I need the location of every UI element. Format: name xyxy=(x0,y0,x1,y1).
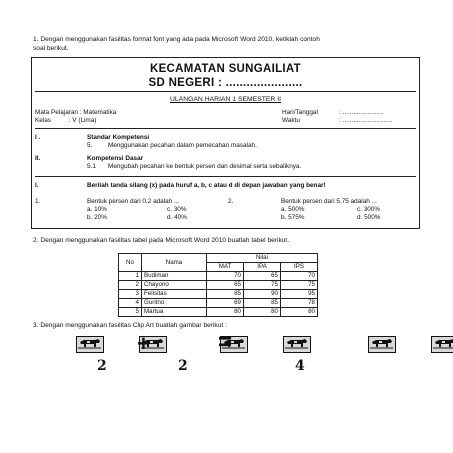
cell-no: 5 xyxy=(119,308,142,317)
cell-no: 3 xyxy=(119,290,142,299)
kd-item: Mengubah pecahan ke bentuk persen dan desimal serta sebaliknya. xyxy=(108,163,302,170)
equals-sign: = xyxy=(218,329,233,356)
soal-1-option-d: d. 40% xyxy=(167,214,187,221)
number-left: 2 xyxy=(97,358,107,374)
cell-nama: Martua xyxy=(142,308,207,317)
cell-no: 4 xyxy=(119,299,142,308)
cell-mat: 69 xyxy=(207,299,244,308)
soal-2-option-a: a. 500% xyxy=(281,206,305,213)
table-row xyxy=(119,281,318,290)
table-row xyxy=(119,308,318,317)
cell-mat: 70 xyxy=(207,272,244,281)
table-header-row xyxy=(119,254,318,263)
document-title-1: KECAMATAN SUNGAILIAT xyxy=(149,63,301,75)
question-3-text: 3. Dengan menggunakan fasilitas Clip Art buatlah gambar berikut : xyxy=(33,322,227,329)
document-title-2: SD NEGERI : ...................... xyxy=(148,77,303,89)
clipart-row xyxy=(76,329,376,356)
cell-nama: Chayono xyxy=(142,281,207,290)
header-no: No xyxy=(119,254,142,272)
cell-ipa: 90 xyxy=(244,290,281,299)
nilai-table xyxy=(118,253,318,317)
cow-icon xyxy=(283,336,311,353)
header-nilai: Nilai xyxy=(207,254,318,263)
table-row xyxy=(119,299,318,308)
cell-ips: 75 xyxy=(281,281,318,290)
soal-2-text: Bentuk persen dari 5,75 adalah ... xyxy=(281,198,377,205)
soal-2-number: 2. xyxy=(228,198,234,205)
cell-ips: 78 xyxy=(281,299,318,308)
question-1-text: 1. Dengan menggunakan fasilitas format font yang ada pada Microsoft Word 2010, ketiklah contoh xyxy=(33,36,320,43)
header-ipa: IPA xyxy=(244,263,281,272)
sk-number: I . xyxy=(35,134,41,141)
cell-nama: Budiman xyxy=(142,272,207,281)
header-divider xyxy=(35,128,416,129)
cell-mat: 85 xyxy=(207,290,244,299)
soal-1-number: 1. xyxy=(35,198,41,205)
number-result: 4 xyxy=(295,358,305,374)
cell-ips: 70 xyxy=(281,272,318,281)
cell-no: 1 xyxy=(119,272,142,281)
hari-label: Hari/Tanggal xyxy=(282,109,318,116)
waktu-value: : ............................ xyxy=(339,117,393,124)
table-row xyxy=(119,290,318,299)
sk-item: Menggunakan pecahan dalam pemecahan masalah. xyxy=(108,142,257,149)
hari-value: : ....................... xyxy=(339,109,384,116)
exam-document-frame xyxy=(31,57,420,229)
plus-sign: + xyxy=(137,331,150,356)
exam-title: ULANGAN HARIAN 1 SEMESTER II xyxy=(169,96,282,103)
soal-1-text: Bentuk persen dari 0,2 adalah ... xyxy=(87,198,180,205)
table-row xyxy=(119,272,318,281)
kd-title: Kompetensi Dasar xyxy=(87,155,144,162)
title-divider xyxy=(35,91,416,92)
header-nama: Nama xyxy=(142,254,207,272)
cell-nama: Guritno xyxy=(142,299,207,308)
instruction-text: Berilah tanda silang (x) pada huruf a, b, c atau d di depan jawaban yang benar! xyxy=(87,182,326,189)
sk-item-number: 5. xyxy=(87,142,93,149)
header-ips: IPS xyxy=(281,263,318,272)
cow-icon xyxy=(76,336,104,353)
kelas-label: Kelas : V (Lima) xyxy=(35,117,97,124)
cell-ipa: 75 xyxy=(244,281,281,290)
sk-title: Standar Kompetensi xyxy=(87,134,150,141)
cell-ips: 95 xyxy=(281,290,318,299)
question-1-text-2: soal berikut. xyxy=(33,45,69,52)
cell-nama: Felisitas xyxy=(142,290,207,299)
question-2-text: 2. Dengan menggunakan fasilitas tabel pada Microsoft Word 2010 buatlah tabel berikut. xyxy=(33,237,290,244)
cell-ips: 80 xyxy=(281,308,318,317)
cell-ipa: 80 xyxy=(244,308,281,317)
header-mat: MAT xyxy=(207,263,244,272)
mapel-label: Mata Pelajaran : Matematika xyxy=(35,109,117,116)
soal-2-option-b: b. 575% xyxy=(281,214,305,221)
waktu-label: Waktu xyxy=(282,117,300,124)
soal-1-option-c: c. 30% xyxy=(167,206,187,213)
kd-number: II. xyxy=(35,155,41,162)
number-middle: 2 xyxy=(178,358,188,374)
soal-1-option-b: b. 20% xyxy=(87,214,107,221)
cell-mat: 80 xyxy=(207,308,244,317)
cow-icon xyxy=(431,336,453,353)
cell-mat: 65 xyxy=(207,281,244,290)
cell-no: 2 xyxy=(119,281,142,290)
soal-2-option-d: d. 500% xyxy=(357,214,381,221)
cell-ipa: 65 xyxy=(244,272,281,281)
instruction-number: I. xyxy=(35,182,39,189)
cell-ipa: 85 xyxy=(244,299,281,308)
kd-divider xyxy=(35,176,416,177)
cow-icon xyxy=(368,336,396,353)
soal-2-option-c: c. 300% xyxy=(357,206,381,213)
kd-item-number: 5.1 xyxy=(87,163,96,170)
soal-1-option-a: a. 10% xyxy=(87,206,107,213)
